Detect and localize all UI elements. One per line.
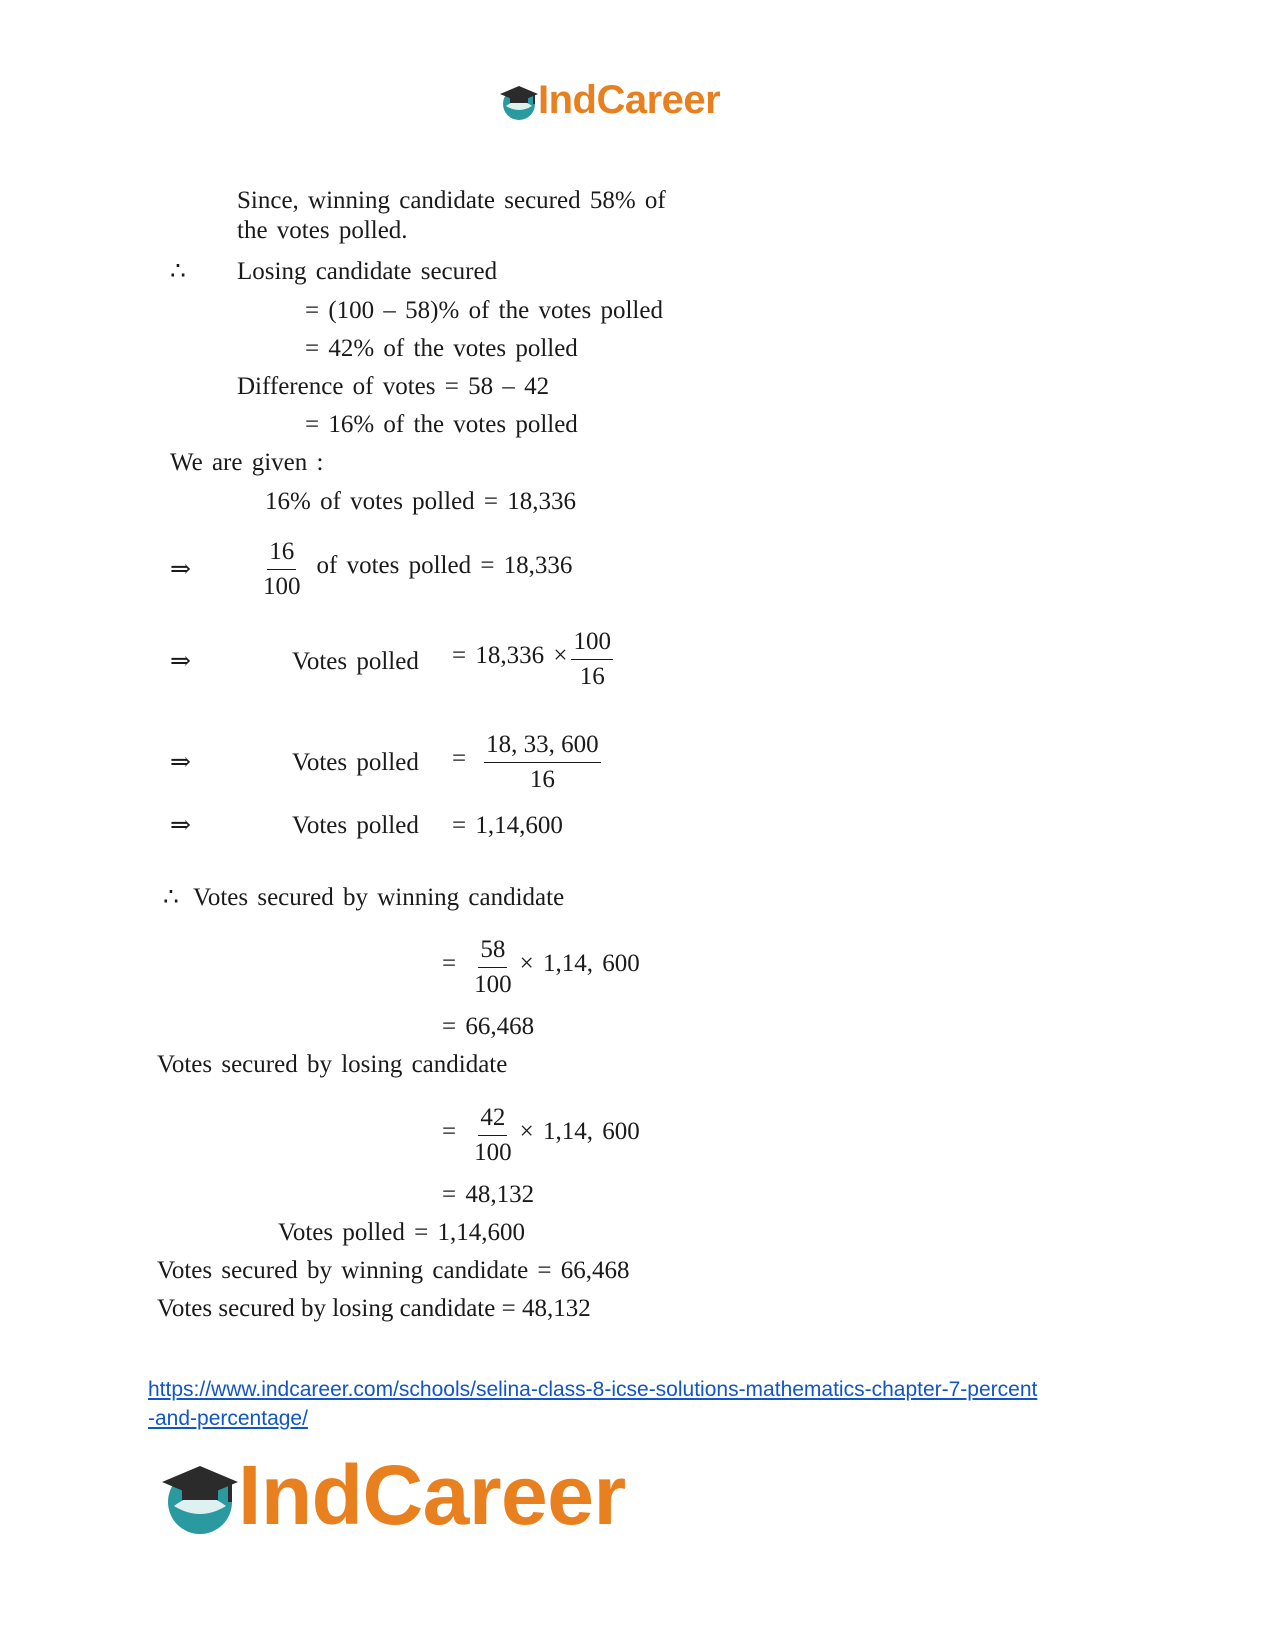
solution-line-15-rest: × 1,14, 600 <box>519 950 640 978</box>
solution-line-12-eq: = <box>452 745 467 773</box>
fraction-16-over-100 <box>263 537 301 602</box>
header-logo <box>498 78 720 123</box>
solution-line-16: = 66,468 <box>442 1013 535 1040</box>
solution-line-3: Losing candidate secured <box>237 258 498 285</box>
solution-line-11-eq: = 18,336 × <box>452 642 568 670</box>
solution-line-11-label: Votes polled <box>292 648 419 675</box>
solution-line-21: Votes secured by winning candidate = 66,468 <box>157 1257 630 1284</box>
fraction-line-15 <box>442 935 640 1000</box>
fraction-denominator: 100 <box>263 573 301 600</box>
solution-line-14: Votes secured by winning candidate <box>193 884 565 911</box>
solution-line-13-label: Votes polled <box>292 812 419 839</box>
solution-line-7: = 16% of the votes polled <box>305 411 578 438</box>
solution-line-10-rest: of votes polled = 18,336 <box>316 552 573 580</box>
solution-line-18-rest: × 1,14, 600 <box>519 1118 640 1146</box>
fraction-denominator: 16 <box>579 663 605 690</box>
fraction-numerator: 18, 33, 600 <box>484 730 601 763</box>
fraction-line-18 <box>442 1103 640 1168</box>
solution-line-9: 16% of votes polled = 18,336 <box>265 488 577 515</box>
fraction-denominator: 16 <box>529 766 555 793</box>
solution-line-8: We are given : <box>170 449 324 476</box>
fraction-line-10 <box>263 537 572 602</box>
therefore-symbol: ∴ <box>163 884 179 911</box>
fraction-42-over-100 <box>474 1103 512 1168</box>
fraction-1833600-over-16 <box>484 730 601 795</box>
therefore-symbol: ∴ <box>170 258 186 285</box>
solution-line-17: Votes secured by losing candidate <box>157 1051 508 1078</box>
implies-symbol: ⇒ <box>170 812 191 839</box>
fraction-denominator: 100 <box>474 971 512 998</box>
source-url-link-line-2[interactable]: -and-percentage/ <box>148 1407 308 1430</box>
graduation-cap-globe-icon <box>498 80 540 122</box>
solution-line-12-label: Votes polled <box>292 749 419 776</box>
fraction-numerator: 16 <box>267 537 296 570</box>
solution-line-22: Votes secured by losing candidate = 48,132 <box>157 1295 591 1322</box>
fraction-numerator: 100 <box>571 627 613 660</box>
implies-symbol: ⇒ <box>170 648 191 675</box>
source-url-link-line-1[interactable]: https://www.indcareer.com/schools/selina-class-8-icse-solutions-mathematics-chapter-7-percent <box>148 1378 1038 1401</box>
solution-line-15-eq: = <box>442 950 457 978</box>
fraction-denominator: 100 <box>474 1139 512 1166</box>
solution-line-13-eq: = 1,14,600 <box>452 812 563 839</box>
solution-line-2: the votes polled. <box>237 217 408 244</box>
solution-line-20: Votes polled = 1,14,600 <box>278 1219 525 1246</box>
solution-line-6: Difference of votes = 58 – 42 <box>237 373 550 400</box>
solution-line-18-eq: = <box>442 1118 457 1146</box>
fraction-100-over-16 <box>571 627 613 692</box>
solution-line-1: Since, winning candidate secured 58% of <box>237 187 666 214</box>
header-logo-text: IndCareer <box>538 78 721 122</box>
solution-line-19: = 48,132 <box>442 1181 535 1208</box>
implies-symbol: ⇒ <box>170 749 191 776</box>
fraction-line-11 <box>452 627 613 692</box>
fraction-line-12 <box>452 730 601 795</box>
solution-line-5: = 42% of the votes polled <box>305 335 578 362</box>
footer-logo-text: IndCareer <box>238 1448 626 1542</box>
graduation-cap-globe-icon <box>158 1454 242 1538</box>
solution-line-4: = (100 – 58)% of the votes polled <box>305 297 663 324</box>
fraction-numerator: 42 <box>478 1103 507 1136</box>
implies-symbol: ⇒ <box>170 556 191 583</box>
fraction-58-over-100 <box>474 935 512 1000</box>
fraction-numerator: 58 <box>478 935 507 968</box>
footer-logo <box>158 1447 626 1544</box>
